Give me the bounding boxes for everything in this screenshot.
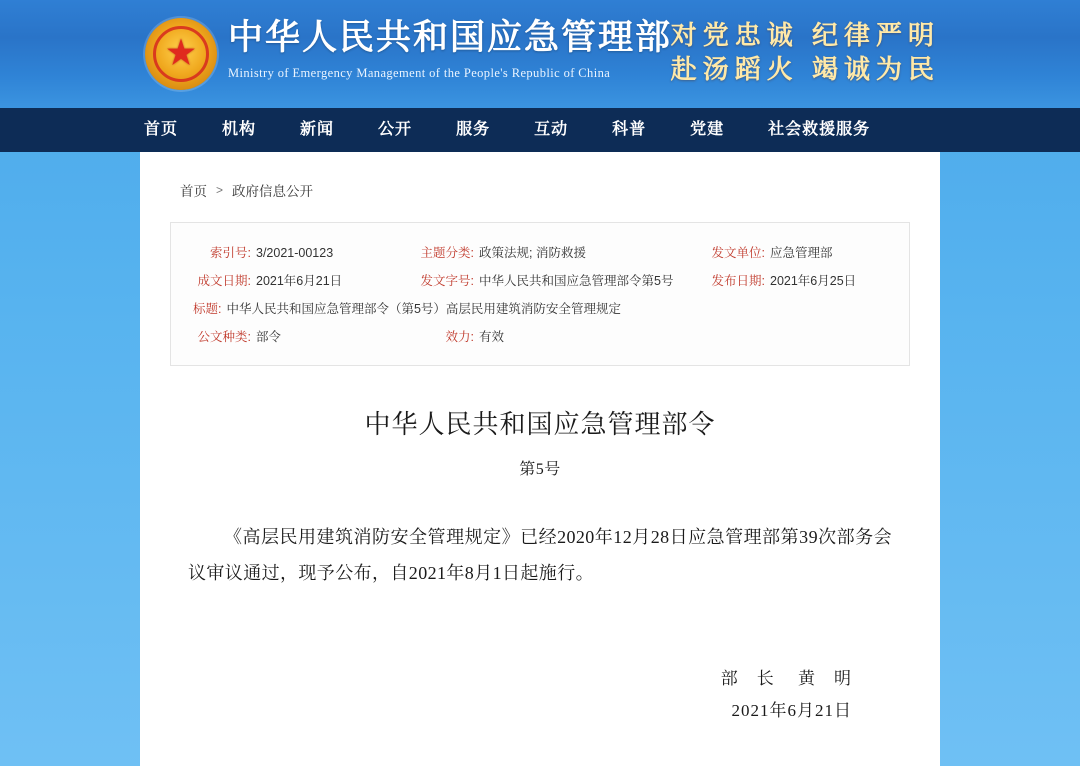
breadcrumb <box>170 152 910 200</box>
nav-item-party-building[interactable]: 党建 <box>690 121 725 138</box>
document-content <box>170 366 910 727</box>
meta-topic-label: 主题分类: <box>420 246 474 260</box>
nav-item-interaction[interactable]: 互动 <box>534 121 569 138</box>
page-content <box>140 152 940 766</box>
meta-doc-type-value: 部令 <box>256 330 282 344</box>
meta-issuer-value: 应急管理部 <box>770 246 833 260</box>
signer-name: 黄 明 <box>798 669 852 688</box>
meta-index-label: 索引号: <box>210 246 251 260</box>
nav-item-news[interactable]: 新闻 <box>300 121 335 138</box>
site-title-block <box>228 16 673 81</box>
emblem-ring-icon <box>153 26 209 82</box>
document-paragraph: 《高层民用建筑消防安全管理规定》已经2020年12月28日应急管理部第39次部务会议审议通过，现予公布，自2021年8月1日起施行。 <box>188 527 892 583</box>
meta-index <box>193 239 408 267</box>
header-slogan <box>671 18 940 86</box>
meta-topic <box>408 239 693 267</box>
nav-item-science[interactable]: 科普 <box>612 121 647 138</box>
nav-item-services[interactable]: 服务 <box>456 121 491 138</box>
site-title-cn: 中华人民共和国应急管理部 <box>228 18 673 57</box>
breadcrumb-current[interactable]: 政府信息公开 <box>232 184 314 199</box>
meta-issuer <box>693 239 887 267</box>
signer-title: 部 长 <box>720 669 775 688</box>
meta-written-date <box>193 267 408 295</box>
metadata-row <box>193 295 887 323</box>
site-header <box>0 0 1080 108</box>
document-order-number: 第5号 <box>519 461 561 478</box>
signature-line <box>188 663 852 695</box>
meta-doc-type <box>193 323 408 351</box>
meta-validity-label: 效力: <box>445 330 474 344</box>
document-title: 中华人民共和国应急管理部令 <box>364 410 716 439</box>
document-signature <box>188 663 892 727</box>
meta-title-value: 中华人民共和国应急管理部令（第5号）高层民用建筑消防安全管理规定 <box>226 302 621 316</box>
slogan-line-1: 对党忠诚 纪律严明 <box>670 20 940 50</box>
nav-item-home[interactable]: 首页 <box>144 121 179 138</box>
emblem-star-icon: ★ <box>166 37 196 70</box>
main-navigation[interactable] <box>0 108 1080 152</box>
meta-title <box>193 295 621 323</box>
meta-doc-type-label: 公文种类: <box>197 330 251 344</box>
meta-doc-number <box>408 267 693 295</box>
meta-written-date-value: 2021年6月21日 <box>256 274 343 288</box>
breadcrumb-home[interactable]: 首页 <box>180 184 207 199</box>
meta-written-date-label: 成文日期: <box>197 274 251 288</box>
meta-index-value: 3/2021-00123 <box>256 246 334 260</box>
nav-item-organization[interactable]: 机构 <box>222 121 257 138</box>
meta-publish-date-label: 发布日期: <box>711 274 765 288</box>
metadata-row <box>193 323 887 351</box>
national-emblem-icon <box>145 18 217 90</box>
meta-validity-value: 有效 <box>479 330 505 344</box>
metadata-row <box>193 267 887 295</box>
metadata-row <box>193 239 887 267</box>
site-title-en: Ministry of Emergency Management of the People's Republic of China <box>228 66 611 80</box>
document-metadata-box <box>170 222 910 366</box>
nav-item-social-rescue[interactable]: 社会救援服务 <box>768 121 871 138</box>
meta-publish-date <box>693 267 887 295</box>
meta-validity <box>408 323 693 351</box>
meta-topic-value: 政策法规; 消防救援 <box>479 246 586 260</box>
meta-title-label: 标题: <box>193 302 222 316</box>
meta-publish-date-value: 2021年6月25日 <box>770 274 857 288</box>
breadcrumb-separator-icon: > <box>216 183 224 197</box>
signature-date: 2021年6月21日 <box>731 701 852 720</box>
meta-issuer-label: 发文单位: <box>711 246 765 260</box>
slogan-line-2: 赴汤蹈火 竭诚为民 <box>670 54 940 84</box>
nav-item-disclosure[interactable]: 公开 <box>378 121 413 138</box>
meta-spacer <box>693 323 887 351</box>
meta-doc-number-label: 发文字号: <box>420 274 474 288</box>
meta-doc-number-value: 中华人民共和国应急管理部令第5号 <box>479 274 674 288</box>
